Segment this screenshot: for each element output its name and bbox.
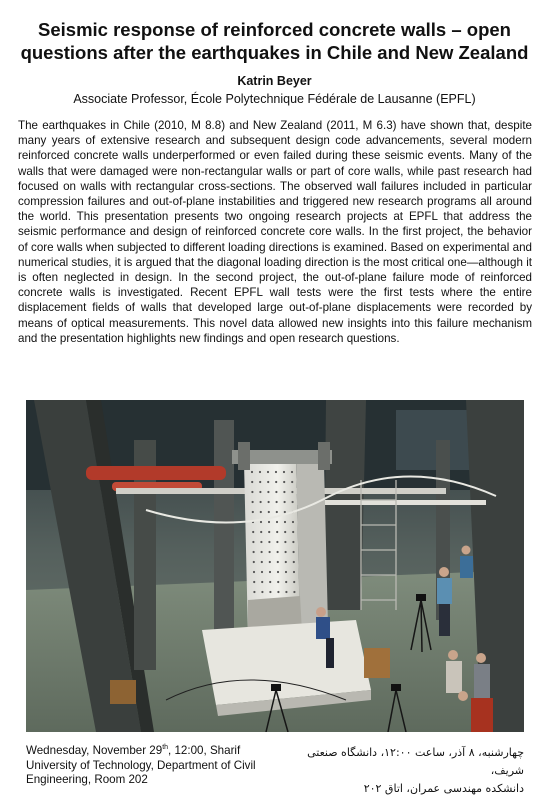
sensor-dot [276, 501, 278, 503]
sensor-dot [268, 531, 270, 533]
sensor-dot [251, 481, 253, 483]
sensor-dot [276, 511, 278, 513]
sensor-dot [253, 551, 255, 553]
event-details-english [26, 744, 286, 788]
page-title: Seismic response of reinforced concrete walls – open questions after the earthquakes in Chile and New Zealand [20, 19, 529, 63]
sensor-dot [293, 551, 295, 553]
sensor-dot [252, 541, 254, 543]
sensor-dot [268, 521, 270, 523]
sensor-dot [261, 581, 263, 583]
sensor-dot [259, 481, 261, 483]
sensor-dot [277, 551, 279, 553]
sensor-dot [285, 581, 287, 583]
sensor-dot [269, 581, 271, 583]
sensor-dot [293, 571, 295, 573]
sensor-dot [269, 571, 271, 573]
sensor-dot [253, 581, 255, 583]
sensor-dot [291, 471, 293, 473]
sensor-dot [269, 591, 271, 593]
sensor-dot [276, 521, 278, 523]
sensor-dot [292, 521, 294, 523]
sensor-dot [275, 471, 277, 473]
sensor-dot [285, 561, 287, 563]
sensor-dot [260, 531, 262, 533]
sensor-dot [259, 471, 261, 473]
sensor-dot [269, 551, 271, 553]
sensor-dot [251, 491, 253, 493]
sensor-dot [291, 481, 293, 483]
sensor-dot [252, 501, 254, 503]
sensor-dot [261, 591, 263, 593]
sensor-dot [260, 501, 262, 503]
abstract-text: The earthquakes in Chile (2010, M 8.8) and New Zealand (2011, M 6.3) have shown that, despite many years of extensive research and subsequent design code advancements, several modern reinforced concrete walls underperformed or even failed during these seismic events. Many of the walls that were damaged were non-rectangular walls or part of core walls, while past research had focused on walls with rectangular cross-sections. The observed wall failures included in particular compression failures and out-of-plane instabilities and triggered new research programs all around the world. This presentation presents two ongoing research projects at EPFL that address the seismic performance and design of reinforced concrete core walls. In the first project, the behavior of core walls when subjected to different loading directions is examined. Based on experimental and numerical studies, it is argued that the diagonal loading direction is the most critical one—although it is often neglected in design. In the second project, the out-of-plane failure mode of reinforced concrete walls is investigated. Recent EPFL wall tests were the first tests where the entire displacement fields of walls that developed large out-of-plane displacements were recorded by means of optical measurements. This novel data allowed new insights into this failure mechanism and the presentation highlights new findings and open research questions. [18, 119, 532, 345]
sensor-dot [261, 561, 263, 563]
sensor-dot [268, 541, 270, 543]
sensor-dot [284, 521, 286, 523]
sensor-dot [275, 491, 277, 493]
sensor-dot [284, 501, 286, 503]
sensor-dot [261, 551, 263, 553]
sensor-dot [253, 591, 255, 593]
sensor-dot [259, 491, 261, 493]
sensor-dot [292, 531, 294, 533]
sensor-dot [292, 501, 294, 503]
author-affiliation: Associate Professor, École Polytechnique Fédérale de Lausanne (EPFL) [73, 92, 476, 106]
lab-test-illustration [26, 400, 524, 732]
sensor-dot [283, 471, 285, 473]
sensor-dot [251, 471, 253, 473]
sensor-dot [267, 481, 269, 483]
sensor-dot [284, 511, 286, 513]
sensor-dot [284, 541, 286, 543]
sensor-dot [253, 571, 255, 573]
sensor-dot [260, 541, 262, 543]
sensor-dot [269, 561, 271, 563]
sensor-dot [285, 591, 287, 593]
sensor-dot [285, 571, 287, 573]
sensor-dot [276, 541, 278, 543]
sensor-dot [275, 481, 277, 483]
persian-line-2: دانشکده مهندسی عمران، اتاق ۲۰۲ [363, 782, 524, 795]
sensor-dot [252, 511, 254, 513]
event-location: , 12:00, Sharif University of Technology, Department of Civil Engineering, Room 202 [26, 744, 256, 786]
sensor-dot [291, 491, 293, 493]
sensor-dot [284, 531, 286, 533]
sensor-dot [268, 511, 270, 513]
sensor-dot [285, 551, 287, 553]
sensor-dot [293, 591, 295, 593]
sensor-dot [267, 471, 269, 473]
sensor-dot [293, 561, 295, 563]
sensor-dot [277, 591, 279, 593]
sensor-dot [276, 531, 278, 533]
sensor-dot [283, 491, 285, 493]
persian-line-1: چهارشنبه، ۸ آذر، ساعت ۱۲:۰۰، دانشگاه صنعتی شریف، [307, 746, 524, 777]
sensor-dot [260, 511, 262, 513]
sensor-dot [293, 581, 295, 583]
sensor-dot [261, 571, 263, 573]
sensor-dot [252, 531, 254, 533]
sensor-dot [292, 541, 294, 543]
sensor-dot [253, 561, 255, 563]
sensor-dot [260, 521, 262, 523]
date-ordinal: th [162, 744, 169, 752]
author-name: Katrin Beyer [237, 74, 312, 88]
sensor-dot [277, 561, 279, 563]
sensor-dot [268, 501, 270, 503]
sensor-dot [277, 571, 279, 573]
sensor-dot [277, 581, 279, 583]
sensor-dot [267, 491, 269, 493]
event-details-persian [274, 744, 524, 798]
laboratory-photo [26, 400, 524, 732]
sensor-dot [283, 481, 285, 483]
event-day: Wednesday, November 29 [26, 744, 163, 757]
